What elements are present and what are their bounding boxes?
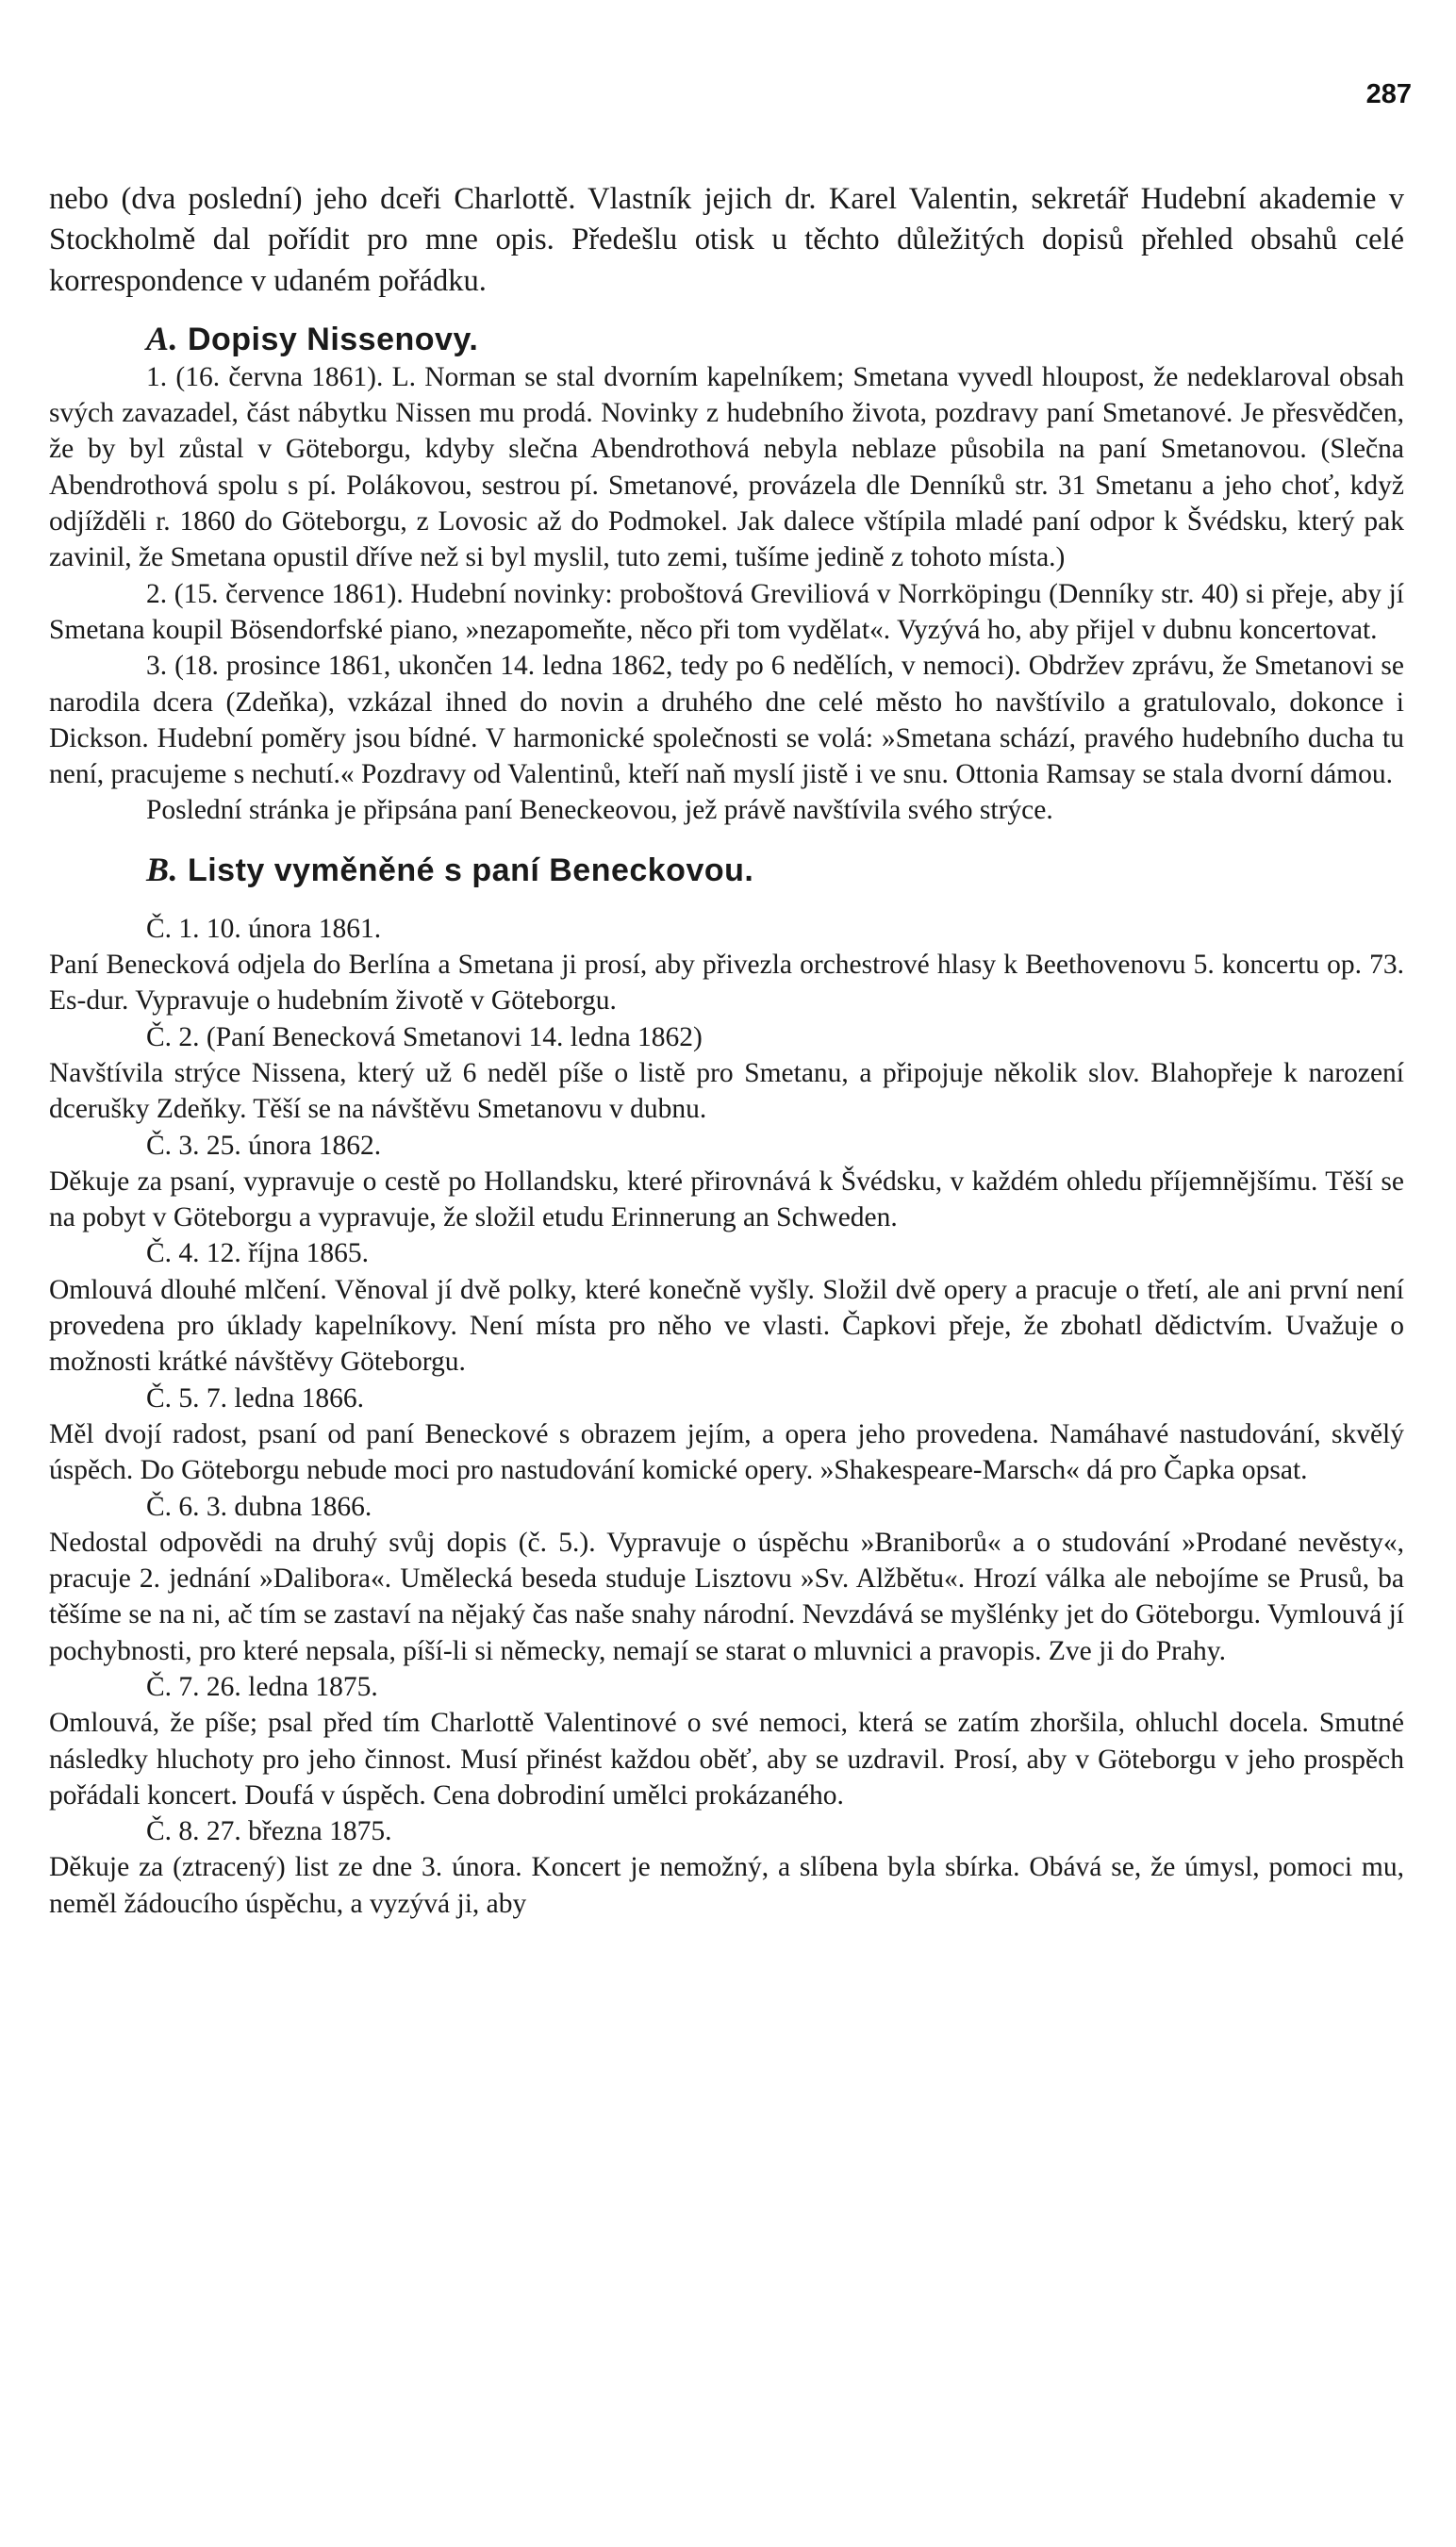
letter-number: Č. 3. 25. února 1862. [146,1130,382,1161]
letter-number: Č. 2. (Paní Benecková Smetanovi 14. ledna 1862) [146,1021,703,1052]
letter-summary: Navštívila strýce Nissena, který už 6 neděl píše o listě pro Smetanu, a připojuje několik slov. Blahopřeje k narození dcerušky Zdeňky. Těší se na návštěvu Smetanovu v dubnu. [49,1057,1404,1125]
letter-entry: 2. (15. července 1861). Hudební novinky: proboštová Greviliová v Norrköpingu (Denníky str. 40) si přeje, aby jí Smetana koupil Bösendorfské piano, »nezapomeňte, něco při tom vydělat«. Vyzývá ho, aby přijel v dubnu koncertovat. [49,578,1404,645]
section-a-letter: A. [146,319,179,357]
letter-entry: 1. (16. června 1861). L. Norman se stal dvorním kapelníkem; Smetana vyvedl hloupost, že nedeklaroval obsah svých zavazadel, část nábytku Nissen mu prodá. Novinky z hudebního života, pozdravy paní Smetanové. Je přesvědčen, že by byl zůstal v Göteborgu, kdyby slečna Abendrothová nebyla neblaze působila na paní Smetanovou. (Slečna Abendrothová spolu s pí. Polákovou, sestrou pí. Smetanové, provázela dle Denníků str. 31 Smetanu a jeho choť, když odjížděli r. 1860 do Göteborgu, z Lovosic až do Podmokel. Jak dalece vštípila mladé paní odpor k Švédsku, který pak zavinil, že Smetana opustil dříve než si byl myslil, tuto zemi, tušíme jedině z tohoto místa.) [49,361,1404,573]
section-a-heading [49,319,1404,359]
letter-number: Č. 5. 7. ledna 1866. [146,1382,365,1414]
letter-summary: Děkuje za psaní, vypravuje o cestě po Hollandsku, které přirovnává k Švédsku, v každém ohledu příjemnějšímu. Těší se na pobyt v Göteborgu a vypravuje, že složil etudu Erinnerung an Schweden. [49,1166,1404,1233]
section-a-title: Dopisy Nissenovy. [187,321,479,357]
page-number: 287 [1365,79,1412,109]
letter-summary: Paní Benecková odjela do Berlína a Smetana ji prosí, aby přivezla orchestrové hlasy k Beethovenovu 5. koncertu op. 73. Es-dur. Vypravuje o hudebním životě v Göteborgu. [49,950,1404,1017]
letter-summary: Měl dvojí radost, psaní od paní Beneckové s obrazem jejím, a opera jeho provedena. Namáhavé nastudování, skvělý úspěch. Do Göteborgu nebude moci pro nastudování komické opery. »Shakespeare-Marsch« dá pro Čapka opsat. [49,1418,1404,1486]
letter-number: Č. 8. 27. března 1875. [146,1816,392,1847]
page-body [49,179,1404,1922]
letter-summary: Nedostal odpovědi na druhý svůj dopis (č. 5.). Vypravuje o úspěchu »Braniborů« a o studování »Prodané nevěsty«, pracuje 2. jednání »Dalibora«. Umělecká beseda studuje Lisztovu »Sv. Alžbětu«. Hrozí válka ale nebojíme se Prusů, ba těšíme se na ni, ač tím se zastaví na nějaký čas naše snahy národní. Nevzdává se myšlénky jet do Göteborgu. Vymlouvá jí pochybnosti, pro které nepsala, píší-li si německy, nemají se starat o mluvnici a pravopis. Zve ji do Prahy. [49,1527,1404,1666]
section-b-heading [49,850,1404,890]
letter-number: Č. 4. 12. října 1865. [146,1238,369,1269]
letter-summary: Omlouvá dlouhé mlčení. Věnoval jí dvě polky, které konečně vyšly. Složil dvě opery a pracuje o třetí, ale ani první není provedena pro úklady kapelníkovy. Není místa pro něho ve vlasti. Čapkovi přeje, že zbohatl dědictvím. Uvažuje o možnosti krátké návštěvy Göteborgu. [49,1274,1404,1378]
letter-entry: 3. (18. prosince 1861, ukončen 14. ledna 1862, tedy po 6 nedělích, v nemoci). Obdržev zprávu, že Smetanovi se narodila dcera (Zdeňka), vzkázal ihned do novin a druhého dne celé město ho navštívilo a gratulovalo, dokonce i Dickson. Hudební poměry jsou bídné. V harmonické společnosti se volá: »Smetana schází, pravého hudebního ducha tu není, pracujeme s nechutí.« Pozdravy od Valentinů, kteří naň myslí jistě i ve snu. Ottonia Ramsay se stala dvorní dámou. [49,651,1404,790]
letter-number: Č. 6. 3. dubna 1866. [146,1491,372,1522]
section-a-body [49,359,1404,829]
section-b-letter: B. [146,850,179,888]
intro-paragraph: nebo (dva poslední) jeho dceři Charlottě. Vlastník jejich dr. Karel Valentin, sekretář Hudební akademie v Stockholmě dal pořídit pro mne opis. Předešlu otisk u těchto důležitých dopisů přehled obsahů celé korrespondence v udaném pořádku. [49,182,1404,298]
section-b-title: Listy vyměněné s paní Beneckovou. [187,852,754,888]
letter-number: Č. 7. 26. ledna 1875. [146,1671,378,1702]
letter-summary: Omlouvá, že píše; psal před tím Charlottě Valentinové o své nemoci, která se zatím zhoršila, ohluchl docela. Smutné následky hluchoty pro jeho činnost. Musí přinést každou oběť, aby se uzdravil. Prosí, aby v Göteborgu v jeho prospěch pořádali koncert. Doufá v úspěch. Cena dobrodiní umělci prokázaného. [49,1708,1404,1811]
section-b-body [49,911,1404,1922]
letter-note: Poslední stránka je připsána paní Beneckeovou, jež právě navštívila svého strýce. [146,795,1053,826]
letter-number: Č. 1. 10. února 1861. [146,913,382,944]
letter-summary: Děkuje za (ztracený) list ze dne 3. února. Koncert je nemožný, a slíbena byla sbírka. Obává se, že úmysl, pomoci mu, neměl žádoucího úspěchu, a vyzývá ji, aby [49,1852,1404,1919]
